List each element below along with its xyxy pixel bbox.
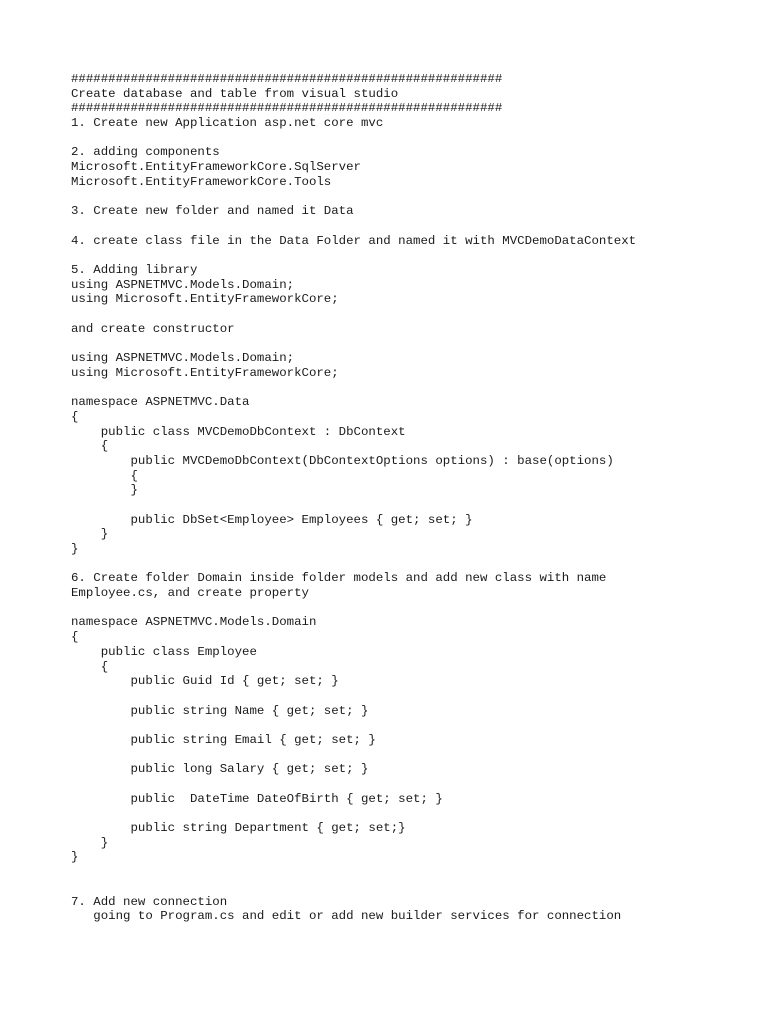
text-line: { [71, 659, 109, 674]
text-line: using Microsoft.EntityFrameworkCore; [71, 292, 339, 307]
text-line: namespace ASPNETMVC.Data [71, 395, 250, 410]
document-body [71, 72, 751, 924]
text-line: 3. Create new folder and named it Data [71, 204, 354, 219]
text-line: } [71, 483, 138, 498]
text-line: { [71, 409, 79, 424]
text-line: public string Name { get; set; } [71, 703, 369, 718]
text-line: { [71, 630, 79, 645]
text-line [71, 248, 751, 263]
text-line [71, 219, 751, 234]
text-line: public DbSet<Employee> Employees { get; set; } [71, 512, 473, 527]
text-line: namespace ASPNETMVC.Models.Domain [71, 615, 317, 630]
text-line: Employee.cs, and create property [71, 586, 309, 601]
text-line [71, 336, 751, 351]
text-line [71, 498, 751, 513]
text-line: public Guid Id { get; set; } [71, 674, 339, 689]
text-line: 5. Adding library [71, 262, 198, 277]
text-line: using Microsoft.EntityFrameworkCore; [71, 365, 339, 380]
text-line: } [71, 542, 79, 556]
text-line: using ASPNETMVC.Models.Domain; [71, 277, 295, 292]
text-line: using ASPNETMVC.Models.Domain; [71, 351, 295, 366]
text-line: Create database and table from visual studio [71, 86, 399, 101]
text-line [71, 190, 751, 205]
text-line: ########################################################## [71, 101, 503, 116]
text-line: 7. Add new connection [71, 894, 228, 909]
text-line [71, 689, 751, 704]
text-line: public MVCDemoDbContext(DbContextOptions options) : base(options) [71, 453, 614, 468]
text-line: public class Employee [71, 644, 257, 659]
text-line: 4. create class file in the Data Folder and named it with MVCDemoDataContext [71, 233, 637, 248]
text-line: public DateTime DateOfBirth { get; set; } [71, 791, 443, 806]
text-line [71, 601, 751, 616]
text-line: public class MVCDemoDbContext : DbContext [71, 424, 406, 439]
text-line: } [71, 850, 79, 865]
text-line: 2. adding components [71, 145, 220, 160]
text-line: 6. Create folder Domain inside folder models and add new class with name [71, 571, 607, 586]
text-line: going to Program.cs and edit or add new builder services for connection [71, 909, 622, 924]
text-line [71, 131, 751, 146]
text-line: { [71, 439, 109, 454]
text-line: { [71, 468, 138, 483]
text-line: public string Department { get; set;} [71, 821, 406, 836]
text-line: Microsoft.EntityFrameworkCore.Tools [71, 174, 332, 189]
text-line [71, 307, 751, 322]
text-line [71, 557, 751, 572]
text-line: public long Salary { get; set; } [71, 762, 369, 777]
text-line: and create constructor [71, 321, 235, 336]
text-line: ########################################################## [71, 72, 503, 86]
text-line: public string Email { get; set; } [71, 732, 376, 747]
text-line: } [71, 835, 109, 850]
text-line [71, 718, 751, 733]
text-line [71, 806, 751, 821]
text-line [71, 380, 751, 395]
text-line: 1. Create new Application asp.net core mvc [71, 116, 384, 131]
text-line: Microsoft.EntityFrameworkCore.SqlServer [71, 160, 361, 175]
text-line [71, 865, 751, 880]
text-line [71, 880, 751, 895]
text-line [71, 777, 751, 792]
text-line [71, 748, 751, 763]
text-line: } [71, 527, 109, 542]
